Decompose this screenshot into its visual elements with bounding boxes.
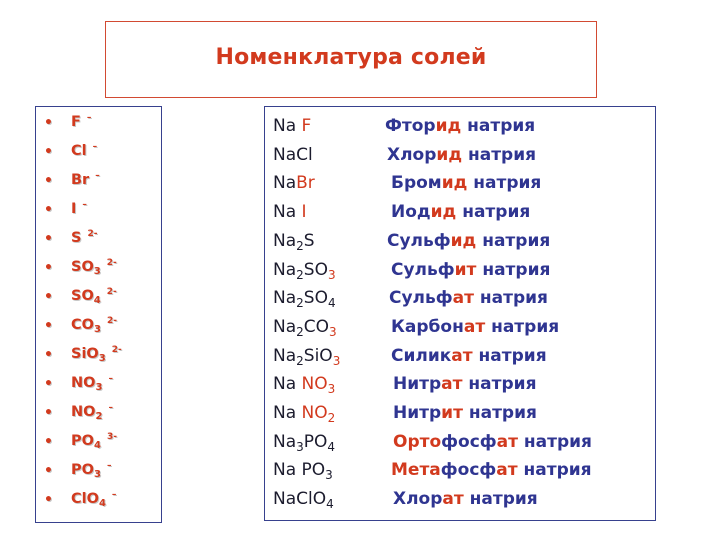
salt-row (265, 317, 655, 345)
salt-formula: $Na_2CO_3$ (273, 316, 337, 339)
bullet-icon: • (44, 173, 53, 189)
salt-row (265, 403, 655, 431)
bullet-icon: • (44, 260, 53, 276)
salt-name: Метафосфат натрия (391, 460, 592, 481)
anion-formula: SiO$_3^{2-}$ (71, 345, 122, 364)
salt-name: Ортофосфат натрия (393, 431, 592, 452)
title-box (105, 21, 597, 98)
salt-formula: NaBr (273, 173, 315, 194)
bullet-icon: • (44, 492, 53, 508)
salt-row (265, 346, 655, 374)
bullet-icon: • (44, 289, 53, 305)
salt-row (265, 374, 655, 402)
salt-row (265, 260, 655, 288)
salt-row (265, 432, 655, 460)
salt-formula: Na $NO_3$ (273, 374, 336, 397)
anion-formula: $NO_2^-$ (71, 403, 113, 422)
salt-formula: NaCl (273, 144, 313, 165)
salt-row (265, 288, 655, 316)
salt-name: Сульфид натрия (387, 230, 551, 251)
salt-name: Силикат натрия (391, 345, 547, 366)
bullet-icon: • (44, 376, 53, 392)
salt-name: Карбонат натрия (391, 316, 560, 337)
salt-name: Фторид натрия (385, 116, 536, 136)
anion-formula: S $^{2-}$ (71, 229, 98, 246)
salt-name: Нитрат натрия (393, 374, 537, 395)
salt-formula: NaClO$_4$ (273, 489, 334, 512)
salt-name: Сульфит натрия (391, 259, 551, 280)
bullet-icon: • (44, 318, 53, 334)
salt-row (265, 116, 655, 144)
salt-formula: $Na_2SiO_3$ (273, 345, 341, 368)
salt-formula: Na F (273, 116, 312, 136)
salt-name: Сульфат натрия (389, 288, 548, 309)
anion-formula: $SO_3^{2-}$ (71, 258, 117, 277)
salt-row (265, 231, 655, 259)
anion-formula: Br – (71, 171, 100, 188)
anion-formula: Cl – (71, 142, 98, 159)
salt-name: Хлорид натрия (387, 144, 537, 165)
anion-list-box (35, 106, 162, 523)
salt-formula: $Na_2SO_4$ (273, 288, 336, 311)
salt-name: Бромид натрия (391, 173, 542, 194)
salt-row (265, 145, 655, 173)
salt-row (265, 173, 655, 201)
anion-formula: $PO_4^{3-}$ (71, 432, 117, 451)
anion-formula: F – (71, 113, 92, 130)
anion-formula: I – (71, 200, 87, 217)
anion-formula: ClO$_4$– (71, 490, 117, 509)
salt-row (265, 489, 655, 517)
bullet-icon: • (44, 231, 53, 247)
salt-row (265, 460, 655, 488)
anion-formula: $SO_4^{2-}$ (71, 287, 117, 306)
bullet-icon: • (44, 202, 53, 218)
salt-name: Нитрит натрия (393, 403, 537, 423)
salt-row (265, 202, 655, 230)
salt-table (264, 106, 656, 521)
bullet-icon: • (44, 434, 53, 450)
salt-formula: Na $PO_3$ (273, 460, 333, 483)
page-title: Номенклатура солей (215, 45, 487, 70)
salt-formula: $Na_2SO_3$ (273, 259, 336, 282)
bullet-icon: • (44, 115, 53, 131)
anion-formula: $NO_3^-$ (71, 374, 113, 393)
salt-name: Хлорат натрия (393, 489, 538, 510)
anion-formula: $PO_3^-$ (71, 461, 112, 480)
salt-formula: $Na_3PO_4$ (273, 431, 336, 454)
salt-formula: Na $NO_2$ (273, 403, 336, 425)
bullet-icon: • (44, 347, 53, 363)
salt-formula: Na I (273, 202, 307, 223)
bullet-icon: • (44, 463, 53, 479)
anion-formula: $CO_3^{2-}$ (71, 316, 117, 335)
bullet-icon: • (44, 144, 53, 160)
salt-formula: $Na_2S$ (273, 230, 315, 253)
bullet-icon: • (44, 405, 53, 421)
salt-name: Иодид натрия (391, 202, 531, 223)
